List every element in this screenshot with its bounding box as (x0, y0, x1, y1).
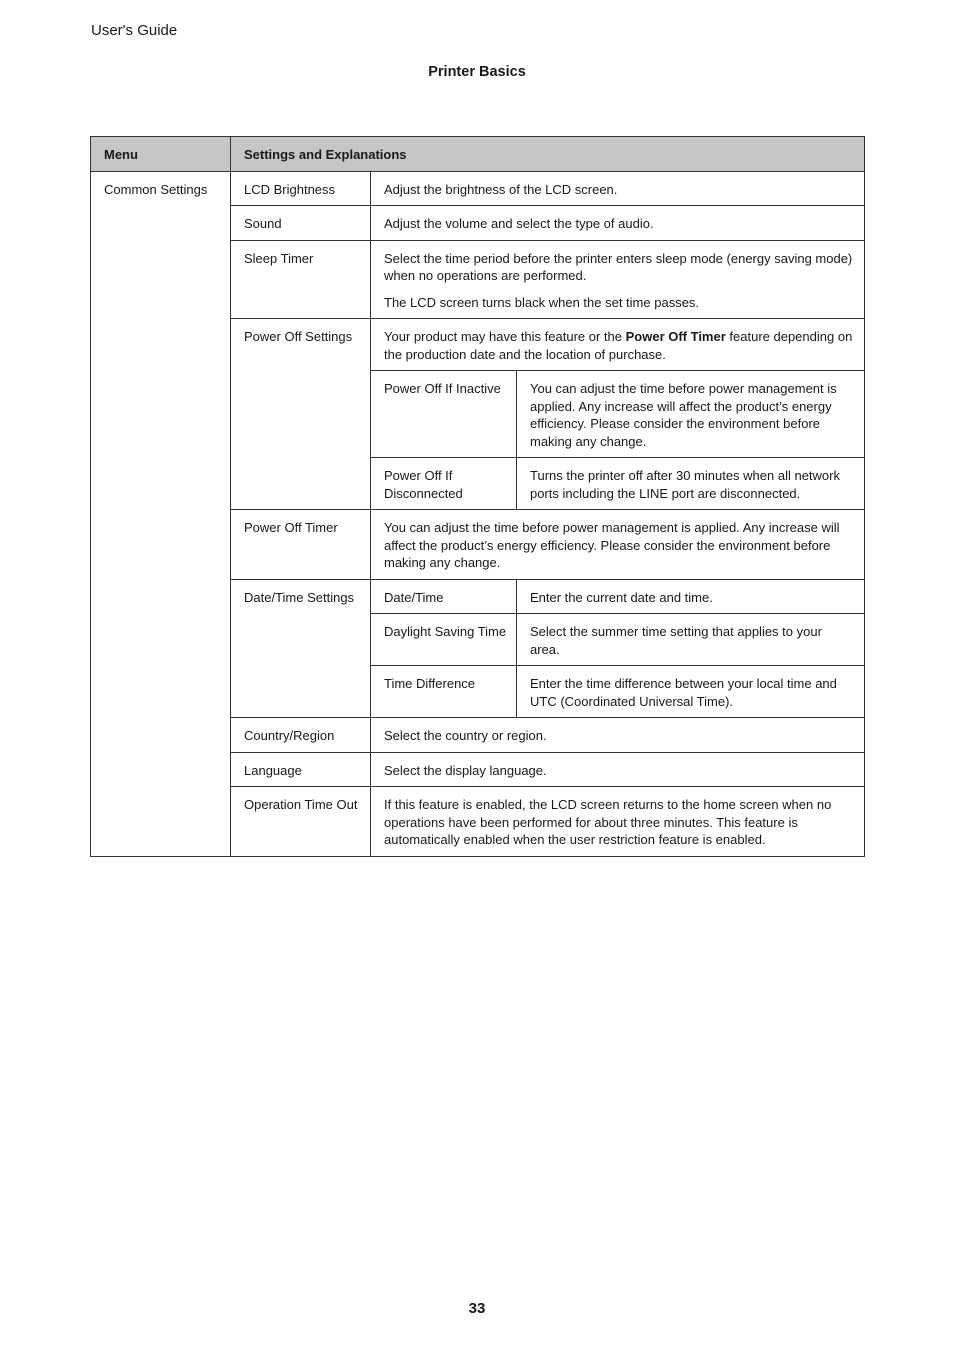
page-number: 33 (468, 1300, 486, 1317)
setting-desc: Select the country or region. (371, 718, 865, 753)
setting-desc: Adjust the brightness of the LCD screen. (371, 171, 865, 206)
desc-paragraph: Select the time period before the printer enters sleep mode (energy saving mode) when no operations are performed. (384, 250, 853, 283)
setting-desc: Select the display language. (371, 752, 865, 787)
setting-name: Date/Time Settings (231, 579, 371, 718)
subsetting-desc: Select the summer time setting that applies to your area. (517, 614, 865, 666)
subsetting-name: Time Difference (371, 666, 517, 718)
desc-paragraph: The LCD screen turns black when the set time passes. (384, 294, 700, 310)
section-title: Printer Basics (428, 64, 526, 80)
setting-name: Sleep Timer (231, 240, 371, 319)
setting-name: Power Off Settings (231, 319, 371, 510)
subsetting-desc: You can adjust the time before power management is applied. Any increase will affect the product’s energy efficiency. Please consider the environment before making any change. (517, 371, 865, 458)
subsetting-desc: Turns the printer off after 30 minutes when all network ports including the LINE port are disconnected. (517, 458, 865, 510)
setting-desc: Adjust the volume and select the type of audio. (371, 206, 865, 241)
setting-name: Language (231, 752, 371, 787)
subsetting-name: Power Off If Inactive (371, 371, 517, 458)
setting-desc: You can adjust the time before power management is applied. Any increase will affect the product’s energy efficiency. Please consider the environment before making any change. (371, 510, 865, 580)
subsetting-name: Date/Time (371, 579, 517, 614)
subsetting-name: Daylight Saving Time (371, 614, 517, 666)
settings-table (90, 136, 865, 857)
table-row (91, 171, 865, 206)
table-header-row (91, 137, 865, 172)
setting-name: Sound (231, 206, 371, 241)
setting-desc (371, 319, 865, 371)
running-head: User's Guide (91, 22, 178, 39)
setting-name: Country/Region (231, 718, 371, 753)
setting-desc: If this feature is enabled, the LCD screen returns to the home screen when no operations have been performed for about three minutes. This feature is automatically enabled when the user restriction feature is enabled. (371, 787, 865, 857)
setting-name: Operation Time Out (231, 787, 371, 857)
menu-common-settings: Common Settings (91, 171, 231, 856)
header-settings: Settings and Explanations (231, 137, 865, 172)
subsetting-desc: Enter the current date and time. (517, 579, 865, 614)
desc-bold-term: Power Off Timer (625, 329, 726, 344)
desc-text: Your product may have this feature or the (384, 329, 626, 344)
setting-name: Power Off Timer (231, 510, 371, 580)
setting-desc (371, 240, 865, 319)
subsetting-desc: Enter the time difference between your local time and UTC (Coordinated Universal Time). (517, 666, 865, 718)
desc-text: feature depending on the production date and the location of purchase. (384, 329, 853, 362)
subsetting-name: Power Off If Disconnected (371, 458, 517, 510)
header-menu: Menu (91, 137, 231, 172)
setting-name: LCD Brightness (231, 171, 371, 206)
